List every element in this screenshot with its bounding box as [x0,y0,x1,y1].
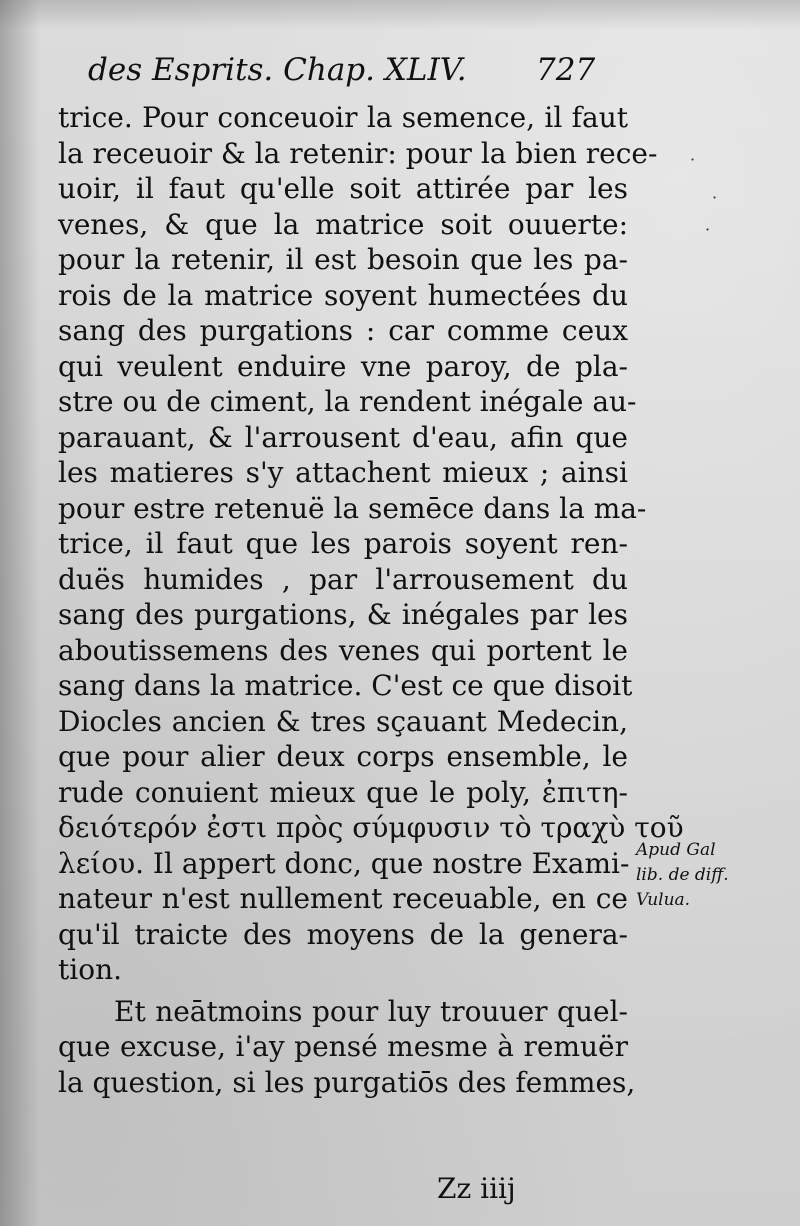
text-line: sang des purgations, & inégales par les [58,598,628,631]
text-line: Et neātmoins pour luy trouuer quel- [114,994,628,1028]
text-line: Diocles ancien & tres sçauant Medecin, [58,704,628,738]
running-head-title: des Esprits. Chap. XLIV. [88,52,467,88]
margin-note-line: Vulua. [636,890,691,910]
text-line: trice. Pour conceuoir la semence, il faut [58,101,628,134]
margin-note-line: Apud Gal [636,840,716,860]
text-line: la question, si les purgatiōs des femmes, [58,1065,636,1099]
margin-note-line: lib. de diff. [636,865,729,885]
text-line: la receuoir & la retenir: pour la bien rece- [58,136,658,170]
text-line: rois de la matrice soyent humectées du [58,278,628,312]
ink-speck: · [705,220,711,239]
text-line: λείου. Il appert donc, que nostre Exami- [58,846,630,880]
text-line: qu'il traicte des moyens de la genera- [58,917,628,951]
text-line: uoir, il faut qu'elle soit attirée par les [58,172,628,205]
text-line: aboutissemens des venes qui portent le [58,633,628,667]
text-line: les matieres s'y attachent mieux ; ainsi [58,456,628,489]
text-line: que pour alier deux corps ensemble, le [58,740,628,773]
margin-note [636,838,796,913]
text-line: parauant, & l'arrousent d'eau, afin que [58,420,628,454]
ink-speck: · [690,150,696,169]
text-line: trice, il faut que les parois soyent ren- [58,527,628,560]
text-line: pour la retenir, il est besoin que les pa- [58,243,628,276]
top-edge-shadow [0,0,800,30]
text-line: stre ou de ciment, la rendent inégale au- [58,385,637,418]
text-line: venes, & que la matrice soit ouuerte: [58,207,628,241]
signature-mark: Zz iiij [437,1172,516,1205]
text-line: pour estre retenuë la semēce dans la ma- [58,491,647,525]
text-line: nateur n'est nullement receuable, en ce [58,882,628,915]
text-line: δειότερόν ἐστι πρὸς σύμφυσιν τὸ τραχὺ τοῦ [58,811,684,844]
text-line: tion. [58,953,122,986]
page-number: 727 [536,52,596,88]
text-line: que excuse, i'ay pensé mesme à remuër [58,1030,628,1063]
gutter-shadow [0,0,40,1226]
running-head [88,52,628,88]
text-line: qui veulent enduire vne paroy, de pla- [58,349,628,383]
text-line: sang des purgations : car comme ceux [58,314,628,347]
text-line: sang dans la matrice. C'est ce que disoit [58,669,633,702]
text-line: rude conuient mieux que le poly, ἐπιτη- [58,775,628,809]
ink-speck: · [712,188,718,207]
text-line: duës humides , par l'arrousement du [58,562,628,596]
